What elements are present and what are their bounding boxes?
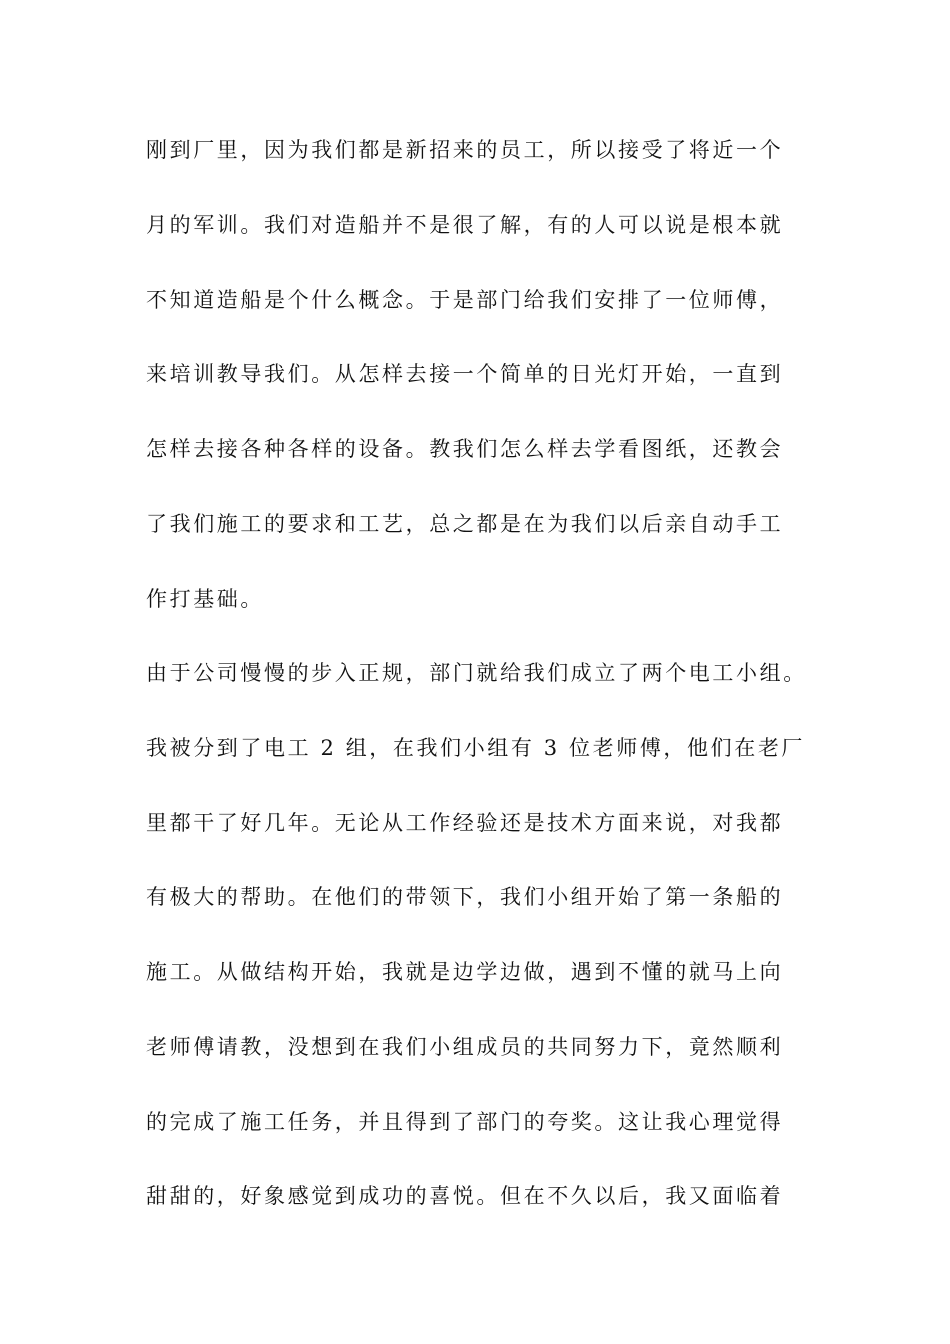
paragraph-line: 了我们施工的要求和工艺，总之都是在为我们以后亲自动手工 (146, 512, 784, 536)
paragraph-line: 有极大的帮助。在他们的带领下，我们小组开始了第一条船的 (146, 885, 784, 909)
paragraph-line: 我被分到了电工 2 组，在我们小组有 3 位老师傅，他们在老厂 (146, 736, 806, 760)
paragraph-line: 刚到厂里，因为我们都是新招来的员工，所以接受了将近一个 (146, 138, 784, 162)
paragraph-line: 月的军训。我们对造船并不是很了解，有的人可以说是根本就 (146, 213, 784, 237)
paragraph-line: 由于公司慢慢的步入正规，部门就给我们成立了两个电工小组。 (146, 661, 807, 685)
paragraph-line: 的完成了施工任务，并且得到了部门的夸奖。这让我心理觉得 (146, 1110, 784, 1134)
paragraph-line: 里都干了好几年。无论从工作经验还是技术方面来说，对我都 (146, 811, 784, 835)
paragraph-line: 老师傅请教，没想到在我们小组成员的共同努力下，竟然顺利 (146, 1035, 784, 1059)
paragraph-line: 甜甜的，好象感觉到成功的喜悦。但在不久以后，我又面临着 (146, 1184, 784, 1208)
paragraph-line: 施工。从做结构开始，我就是边学边做，遇到不懂的就马上向 (146, 960, 784, 984)
paragraph-line: 怎样去接各种各样的设备。教我们怎么样去学看图纸，还教会 (146, 437, 784, 461)
paragraph-line: 作打基础。 (146, 587, 264, 611)
paragraph-line: 不知道造船是个什么概念。于是部门给我们安排了一位师傅， (146, 288, 784, 312)
paragraph-line: 来培训教导我们。从怎样去接一个简单的日光灯开始，一直到 (146, 362, 784, 386)
